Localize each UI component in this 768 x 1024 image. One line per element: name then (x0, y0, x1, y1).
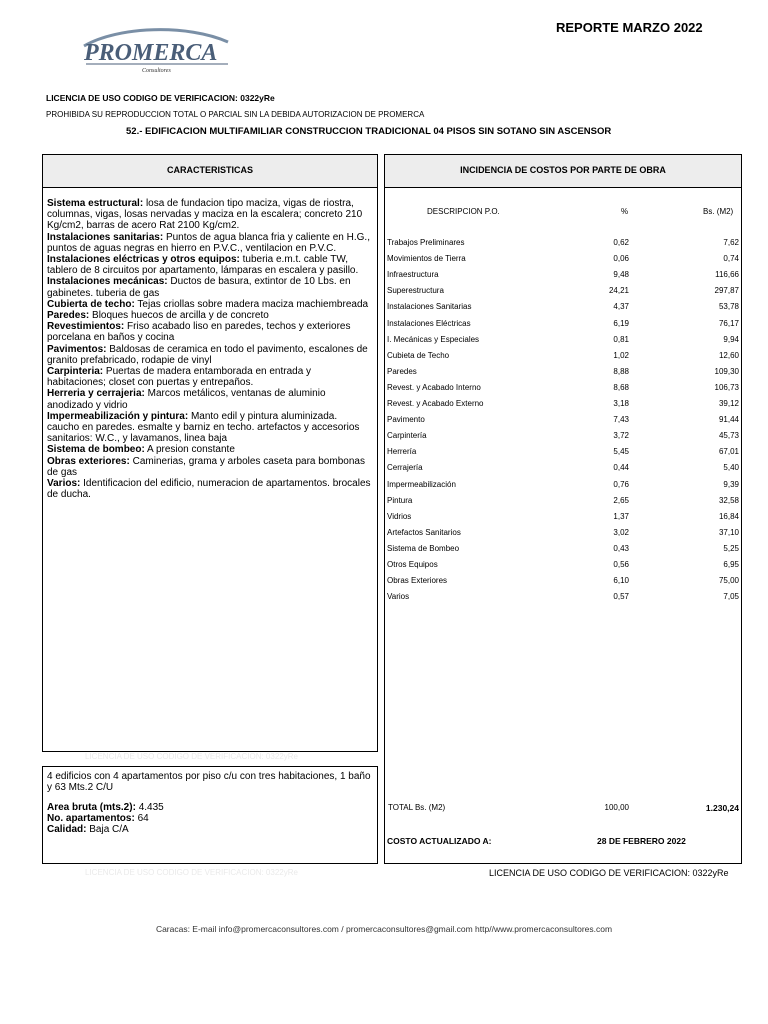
characteristic-item (47, 478, 372, 500)
row-bs: 106,73 (714, 382, 739, 392)
row-bs: 12,60 (718, 350, 739, 360)
row-description: Artefactos Sanitarios (387, 527, 461, 537)
characteristic-label: Varios: (47, 478, 81, 490)
row-percent: 0,57 (613, 592, 629, 602)
row-description: Sistema de Bombeo (387, 543, 460, 553)
costo-date: 28 DE FEBRERO 2022 (597, 836, 686, 846)
row-percent: 0,06 (613, 254, 629, 264)
row-percent: 3,18 (613, 399, 629, 408)
row-description: Vidrios (387, 511, 412, 521)
row-percent: 0,44 (613, 463, 629, 473)
row-bs: 67,01 (718, 447, 739, 457)
row-description: Pavimento (387, 415, 425, 425)
license-code: LICENCIA DE USO CODIGO DE VERIFICACION: 0322yRe (46, 93, 275, 103)
cost-row (387, 319, 739, 335)
row-description: Superestructura (387, 286, 444, 296)
cost-header (385, 155, 741, 188)
characteristic-text: tuberia e.m.t. cable TW, tablero de 8 circuitos por apartamento, lámparas en escalera y pasillo. (47, 254, 359, 277)
characteristic-text: Friso acabado liso en paredes, techos y exteriores porcelana en baños y cocina (47, 321, 351, 344)
cost-row (387, 576, 739, 592)
row-percent: 0,56 (613, 560, 629, 569)
characteristics-header (43, 155, 377, 188)
cost-heading: INCIDENCIA DE COSTOS POR PARTE DE OBRA (460, 165, 666, 175)
characteristic-text: Puntos de agua blanca fria y caliente en H.G., puntos de aguas negras en hierro en P.V.C., ventilacion en P.V.C. (47, 231, 370, 254)
cost-row (387, 351, 739, 367)
row-percent: 0,76 (613, 479, 629, 489)
row-percent: 7,43 (613, 415, 629, 425)
row-percent: 24,21 (608, 286, 629, 296)
row-bs: 6,95 (723, 560, 739, 569)
watermark-license-bottom: LICENCIA DE USO CODIGO DE VERIFICACION: 0322yRe (85, 868, 298, 877)
characteristics-list (47, 198, 372, 500)
area-label: Area bruta (mts.2): (47, 802, 136, 813)
characteristic-label: Impermeabilización y pintura: (47, 410, 189, 422)
row-description: Revest. y Acabado Externo (387, 399, 484, 408)
row-bs: 7,62 (723, 238, 739, 247)
row-percent: 3,72 (613, 431, 629, 441)
row-description: Infraestructura (387, 270, 439, 280)
characteristic-label: Revestimientos: (47, 321, 125, 333)
total-percent: 100,00 (604, 803, 629, 812)
characteristic-item (47, 310, 372, 321)
row-bs: 45,73 (718, 431, 739, 441)
row-bs: 76,17 (718, 318, 739, 328)
cost-row (387, 431, 739, 447)
col-percent-header: % (621, 207, 629, 216)
quality-value: Baja C/A (89, 824, 129, 835)
row-percent: 0,43 (613, 543, 629, 553)
row-bs: 32,58 (718, 495, 739, 505)
characteristic-item (47, 344, 372, 366)
characteristic-item (47, 366, 372, 388)
cost-row (387, 367, 739, 383)
characteristic-text: Baldosas de ceramica en todo el pavimento, escalones de granito prefabricado, rodapie de vinyl (47, 343, 368, 366)
report-title: REPORTE MARZO 2022 (556, 20, 703, 35)
logo-subtitle: Consultores (142, 68, 171, 74)
row-bs: 0,74 (723, 254, 739, 264)
row-bs: 297,87 (714, 286, 739, 296)
row-bs: 7,05 (723, 592, 739, 602)
cost-row (387, 254, 739, 270)
row-description: Instalaciones Sanitarias (387, 302, 472, 312)
row-bs: 91,44 (718, 415, 739, 425)
summary-text (47, 771, 372, 835)
cost-row (387, 528, 739, 544)
row-bs: 53,78 (718, 302, 739, 312)
row-description: Pintura (387, 495, 413, 505)
row-bs: 16,84 (718, 511, 739, 521)
characteristic-text: Caminerias, grama y arboles caseta para bombonas de gas (47, 455, 365, 478)
cost-row (387, 415, 739, 431)
cost-row (387, 544, 739, 560)
characteristic-text: Tejas criollas sobre madera maciza machiembreada (137, 298, 369, 310)
characteristic-text: A presion constante (147, 444, 235, 456)
row-percent: 8,68 (613, 382, 629, 392)
project-title: 52.- EDIFICACION MULTIFAMILIAR CONSTRUCCION TRADICIONAL 04 PISOS SIN SOTANO SIN ASCENSOR (126, 126, 612, 137)
watermark-license: LICENCIA DE USO CODIGO DE VERIFICACION: 0322yRe (85, 752, 298, 761)
col-description-header: DESCRIPCION P.O. (427, 207, 500, 216)
characteristic-text: Marcos metálicos, ventanas de aluminio anodizado y vidrio (47, 388, 326, 411)
characteristic-item (47, 299, 372, 310)
row-percent: 8,88 (613, 366, 629, 376)
characteristic-label: Instalaciones sanitarias: (47, 231, 164, 243)
row-percent: 9,48 (613, 270, 629, 280)
characteristic-text: Bloques huecos de arcilla y de concreto (92, 310, 269, 322)
characteristic-label: Paredes: (47, 310, 90, 322)
row-percent: 1,02 (613, 350, 629, 360)
row-description: Trabajos Preliminares (387, 238, 465, 247)
apartments-row (47, 813, 372, 824)
quality-label: Calidad: (47, 824, 87, 835)
characteristic-item (47, 456, 372, 478)
characteristic-label: Carpinteria: (47, 366, 104, 378)
row-description: Cubieta de Techo (387, 350, 450, 360)
characteristic-text: Ductos de basura, extintor de 10 Lbs. en gabinetes. tuberia de gas (47, 276, 351, 299)
characteristic-text: Identificacion del edificio, numeracion de apartamentos. brocales de ducha. (47, 478, 371, 501)
row-bs: 5,40 (723, 463, 739, 473)
characteristic-label: Herreria y cerrajeria: (47, 388, 145, 400)
row-description: Varios (387, 592, 410, 602)
prohibition-notice: PROHIBIDA SU REPRODUCCION TOTAL O PARCIAL SIN LA DEBIDA AUTORIZACION DE PROMERCA (46, 110, 425, 119)
row-bs: 75,00 (718, 576, 739, 586)
row-percent: 2,65 (613, 495, 629, 505)
characteristic-label: Instalaciones mecánicas: (47, 276, 168, 288)
characteristic-item (47, 254, 372, 276)
row-percent: 0,62 (613, 238, 629, 247)
cost-row (387, 592, 739, 608)
row-bs: 37,10 (718, 527, 739, 537)
row-description: Obras Exteriores (387, 576, 448, 586)
row-description: Instalaciones Eléctricas (387, 318, 471, 328)
cost-row (387, 286, 739, 302)
promerca-logo (78, 24, 238, 74)
row-description: Carpintería (387, 431, 427, 441)
characteristic-item (47, 232, 372, 254)
cost-row (387, 496, 739, 512)
cost-row (387, 399, 739, 415)
characteristic-text: Puertas de madera entamborada en entrada y habitaciones; closet con puertas y entrepaños. (47, 366, 312, 389)
row-description: Otros Equipos (387, 560, 438, 569)
characteristic-item (47, 411, 372, 445)
cost-row (387, 302, 739, 318)
summary-description: 4 edificios con 4 apartamentos por piso c/u con tres habitaciones, 1 baño y 63 Mts.2 C/U (47, 771, 371, 793)
row-percent: 6,10 (613, 576, 629, 586)
cost-row (387, 335, 739, 351)
apartments-label: No. apartamentos: (47, 813, 135, 824)
row-percent: 1,37 (613, 511, 629, 521)
apartments-value: 64 (137, 813, 149, 824)
characteristic-item (47, 276, 372, 298)
total-bs: 1.230,24 (705, 803, 739, 813)
cost-row (387, 560, 739, 576)
cost-row (387, 270, 739, 286)
characteristic-item (47, 444, 372, 455)
cost-row (387, 512, 739, 528)
logo-text: PROMERCA (84, 40, 218, 66)
row-description: Impermeabilización (387, 479, 456, 489)
row-description: Cerrajería (387, 463, 423, 473)
cost-row (387, 463, 739, 479)
characteristic-text: losa de fundacion tipo maciza, vigas de riostra, columnas, vigas, losas nervadas y maciza en la escalera; concreto 210 Kg/cm2, barras de acero Rat 2100 Kg/cm2. (47, 198, 363, 232)
row-description: Herrería (387, 447, 417, 457)
row-percent: 5,45 (613, 447, 629, 457)
row-percent: 3,02 (613, 527, 629, 537)
area-row (47, 802, 372, 813)
characteristic-label: Sistema de bombeo: (47, 444, 145, 456)
cost-row (387, 383, 739, 399)
row-bs: 39,12 (718, 399, 739, 408)
cost-row (387, 238, 739, 254)
row-description: Paredes (387, 366, 417, 376)
characteristic-item (47, 198, 372, 232)
row-bs: 5,25 (723, 543, 739, 553)
row-description: I. Mecánicas y Especiales (387, 334, 480, 344)
cost-row (387, 447, 739, 463)
row-bs: 109,30 (714, 366, 739, 376)
row-percent: 4,37 (613, 302, 629, 312)
row-bs: 116,66 (715, 270, 739, 280)
total-label: TOTAL Bs. (M2) (388, 803, 446, 812)
footer-contact: Caracas: E-mail info@promercaconsultores.com / promercaconsultores@gmail.com http//www.promercaconsultores.com (155, 924, 613, 934)
col-bs-header: Bs. (M2) (703, 207, 734, 216)
row-bs: 9,94 (723, 334, 739, 344)
costo-label: COSTO ACTUALIZADO A: (387, 836, 492, 846)
license-bottom: LICENCIA DE USO CODIGO DE VERIFICACION: 0322yRe (489, 868, 729, 878)
area-value: 4.435 (138, 802, 164, 813)
characteristic-label: Pavimentos: (47, 343, 107, 355)
characteristic-label: Instalaciones eléctricas y otros equipos: (47, 254, 240, 266)
characteristic-item (47, 321, 372, 343)
cost-row (387, 480, 739, 496)
row-percent: 6,19 (613, 318, 629, 328)
row-bs: 9,39 (723, 479, 739, 489)
characteristic-item (47, 388, 372, 410)
characteristic-text: Manto edil y pintura aluminizada. caucho en paredes. esmalte y barniz en techo. artefactos y accesorios sanitarios: W.C., y lavamanos, linea baja (47, 410, 360, 445)
characteristic-label: Obras exteriores: (47, 455, 130, 467)
row-description: Revest. y Acabado Interno (387, 382, 481, 392)
characteristic-label: Cubierta de techo: (47, 298, 135, 310)
characteristics-heading: CARACTERISTICAS (166, 165, 253, 175)
row-description: Movimientos de Tierra (387, 254, 466, 264)
characteristic-label: Sistema estructural: (47, 198, 144, 209)
quality-row (47, 824, 372, 835)
row-percent: 0,81 (613, 334, 629, 344)
